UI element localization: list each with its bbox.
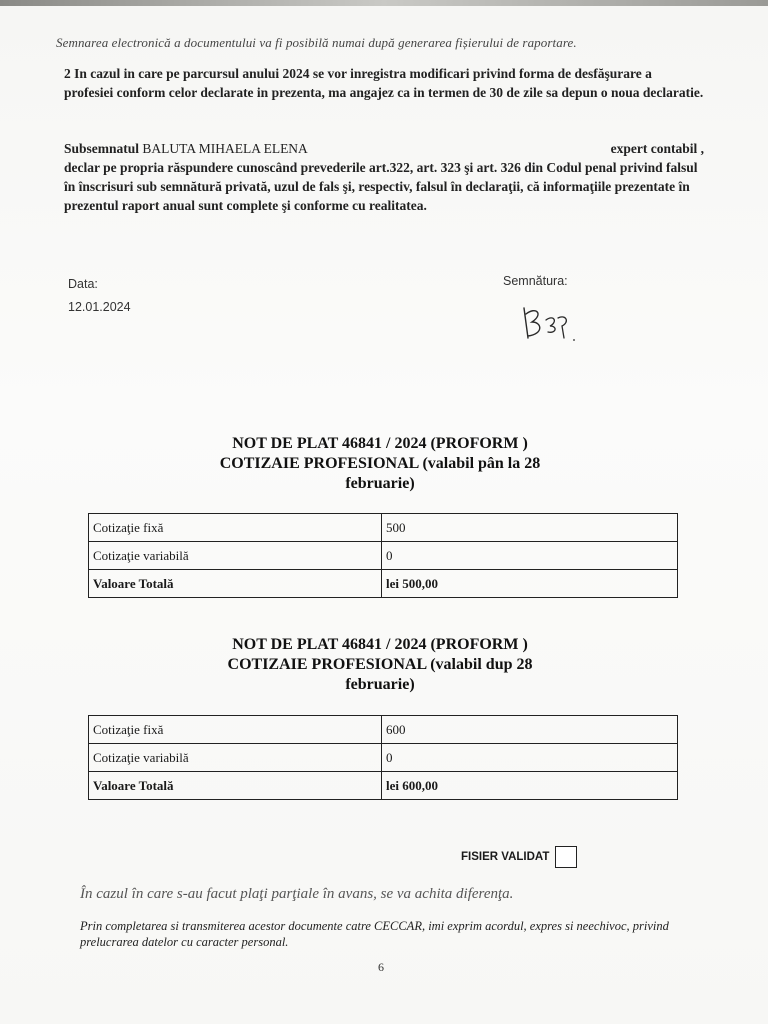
partial-payment-note: În cazul în care s-au facut plaţi parţiale în avans, se va achita diferenţa. [80, 886, 514, 902]
file-validated-checkbox[interactable] [555, 846, 577, 868]
invoice-subtitle-cont: februarie) [345, 475, 415, 492]
row-value: lei 500,00 [382, 570, 678, 598]
table-row [89, 744, 678, 772]
handwritten-signature [518, 300, 578, 344]
invoice-subtitle: COTIZAIE PROFESIONAL (valabil dup 28 [227, 656, 533, 673]
row-value: 0 [382, 542, 678, 570]
row-value: 600 [382, 716, 678, 744]
row-label: Cotizaţie variabilă [89, 744, 382, 772]
row-label: Cotizaţie variabilă [89, 542, 382, 570]
declarant-role: expert contabil , [610, 141, 704, 156]
change-commitment-paragraph: 2 In cazul in care pe parcursul anului 2024 se vor inregistra modificari privind forma de desfăşurare a profesiei conform celor declarate in prezenta, ma angajez ca in termen de 30 de zile sa depun o noua declaratie. [64, 66, 704, 100]
file-validated-label: FISIER VALIDAT [461, 851, 550, 863]
scan-edge [0, 0, 768, 6]
declaration-paragraph [64, 139, 704, 215]
row-label: Valoare Totală [89, 570, 382, 598]
signing-notice: Semnarea electronică a documentului va fi posibilă numai după generarea fișierului de raportare. [56, 35, 577, 50]
table-row [89, 514, 678, 542]
declaration-header-line [64, 139, 704, 158]
date-label: Data: [68, 277, 98, 291]
invoice-heading-before-feb28 [140, 434, 620, 494]
declarant-name: BALUTA MIHAELA ELENA [142, 141, 308, 156]
declarant-prefix: Subsemnatul [64, 141, 140, 156]
table-row-total [89, 772, 678, 800]
date-value: 12.01.2024 [68, 300, 131, 314]
row-label: Cotizaţie fixă [89, 716, 382, 744]
signature-label: Semnătura: [503, 274, 568, 288]
page-number: 6 [378, 960, 384, 974]
fee-table-before-feb28 [88, 513, 678, 598]
row-label: Cotizaţie fixă [89, 514, 382, 542]
row-label: Valoare Totală [89, 772, 382, 800]
row-value: 0 [382, 744, 678, 772]
invoice-title: NOT DE PLAT 46841 / 2024 (PROFORM ) [232, 435, 528, 452]
file-validated [461, 846, 577, 868]
table-row [89, 542, 678, 570]
declarant [64, 139, 308, 158]
invoice-subtitle: COTIZAIE PROFESIONAL (valabil pân la 28 [219, 455, 541, 472]
row-value: 500 [382, 514, 678, 542]
declaration-text: declar pe propria răspundere cunoscând prevederile art.322, art. 323 şi art. 326 din Codul penal privind falsul în înscrisuri sub semnătură privată, uzul de fals şi, respectiv, falsul în declaraţii, că informaţiile prezentate în prezentul raport anual sunt complete şi conforme cu realitatea. [64, 160, 698, 213]
row-value: lei 600,00 [382, 772, 678, 800]
table-row [89, 716, 678, 744]
table-row-total [89, 570, 678, 598]
invoice-title: NOT DE PLAT 46841 / 2024 (PROFORM ) [232, 636, 528, 653]
invoice-subtitle-cont: februarie) [345, 676, 415, 693]
invoice-heading-after-feb28 [140, 635, 620, 695]
fee-table-after-feb28 [88, 715, 678, 800]
data-processing-consent: Prin completarea si transmiterea acestor documente catre CECCAR, imi exprim acordul, expres si neechivoc, privind prelucrarea datelor cu caracter personal. [80, 919, 669, 949]
